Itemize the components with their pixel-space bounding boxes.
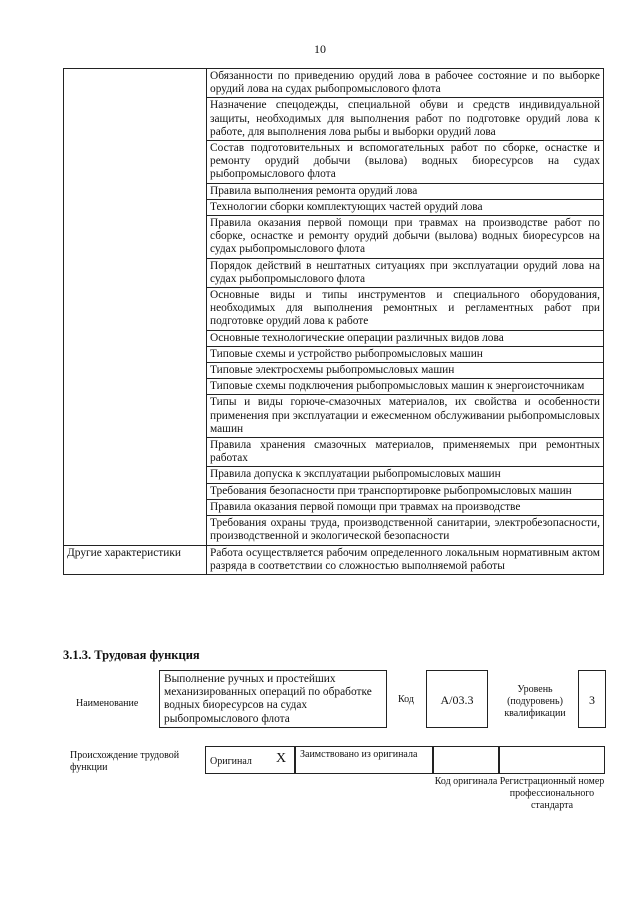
knowledge-item: Правила оказания первой помощи при травмах на производстве работ по сборке, оснастке и ремонту орудий добычи (вылова) водных биоресурсов на судах рыбопромыслового флота	[207, 216, 604, 259]
code-label: Код	[398, 694, 414, 705]
level-label: Уровень (подуровень) квалификации	[504, 684, 566, 719]
knowledge-item: Требования безопасности при транспортировке рыбопромысловых машин	[207, 483, 604, 499]
knowledge-item: Обязанности по приведению орудий лова в рабочее состояние и по выборке орудий лова на судах рыбопромыслового флота	[207, 69, 604, 98]
function-name-box: Выполнение ручных и простейших механизированных операций по обработке водных биоресурсов на судах рыбопромыслового флота	[159, 670, 387, 728]
section-title: 3.1.3. Трудовая функция	[63, 648, 200, 662]
knowledge-item: Правила выполнения ремонта орудий лова	[207, 183, 604, 199]
other-characteristics-text: Работа осуществляется рабочим определенного локальным нормативным актом разряда в соответствии со сложностью выполняемой работы	[207, 545, 604, 574]
function-level-box: 3	[578, 670, 606, 728]
knowledge-item: Состав подготовительных и вспомогательных работ по сборке, оснастке и ремонту орудий добычи (вылова) водных биоресурсов на судах рыбопромыслового флота	[207, 141, 604, 184]
knowledge-item: Правила оказания первой помощи при травмах на производстве	[207, 499, 604, 515]
registration-number-cell	[499, 746, 605, 774]
knowledge-item: Типовые схемы подключения рыбопромысловых машин к энергоисточникам	[207, 379, 604, 395]
knowledge-item: Правила допуска к эксплуатации рыбопромысловых машин	[207, 467, 604, 483]
function-code-box: A/03.3	[426, 670, 488, 728]
origin-label: Происхождение трудовой функции	[70, 750, 180, 773]
page-number: 10	[314, 42, 326, 56]
knowledge-item: Требования охраны труда, производственной санитарии, электробезопасности, производственной и экологической безопасности	[207, 516, 604, 545]
registration-number-label: Регистрационный номер профессионального стандарта	[499, 776, 605, 811]
knowledge-item: Типовые схемы и устройство рыбопромысловых машин	[207, 346, 604, 362]
knowledge-item: Типы и виды горюче-смазочных материалов, их свойства и особенности применения при эксплуатации и ежесменном обслуживании рыбопромысловых машин	[207, 395, 604, 438]
knowledge-item: Назначение спецодежды, специальной обуви и средств индивидуальной защиты, необходимых для выполнения работ по подготовке орудий лова к работе, для выполнения лова рыбы и выборки орудий лова	[207, 98, 604, 141]
knowledge-label-cell	[64, 69, 207, 546]
other-characteristics-label: Другие характеристики	[64, 545, 207, 574]
knowledge-item: Правила хранения смазочных материалов, применяемых при ремонтных работах	[207, 438, 604, 467]
knowledge-item: Порядок действий в нештатных ситуациях при эксплуатации орудий лова на судах рыбопромыслового флота	[207, 258, 604, 287]
knowledge-item: Типовые электросхемы рыбопромысловых машин	[207, 363, 604, 379]
original-mark: X	[275, 751, 287, 766]
borrowed-cell: Заимствовано из оригинала	[295, 746, 433, 774]
original-code-cell	[433, 746, 499, 774]
knowledge-item: Основные технологические операции различных видов лова	[207, 330, 604, 346]
knowledge-table	[63, 68, 604, 575]
original-code-label: Код оригинала	[434, 776, 498, 787]
original-cell: Оригинал	[205, 746, 295, 774]
name-label: Наименование	[76, 698, 139, 709]
knowledge-item: Основные виды и типы инструментов и специального оборудования, необходимых для выполнения ремонтных и регламентных работ при подготовке орудий лова к работе	[207, 288, 604, 331]
knowledge-item: Технологии сборки комплектующих частей орудий лова	[207, 199, 604, 215]
other-characteristics-row	[64, 545, 604, 574]
knowledge-row	[64, 69, 604, 98]
origin-row	[205, 746, 605, 774]
